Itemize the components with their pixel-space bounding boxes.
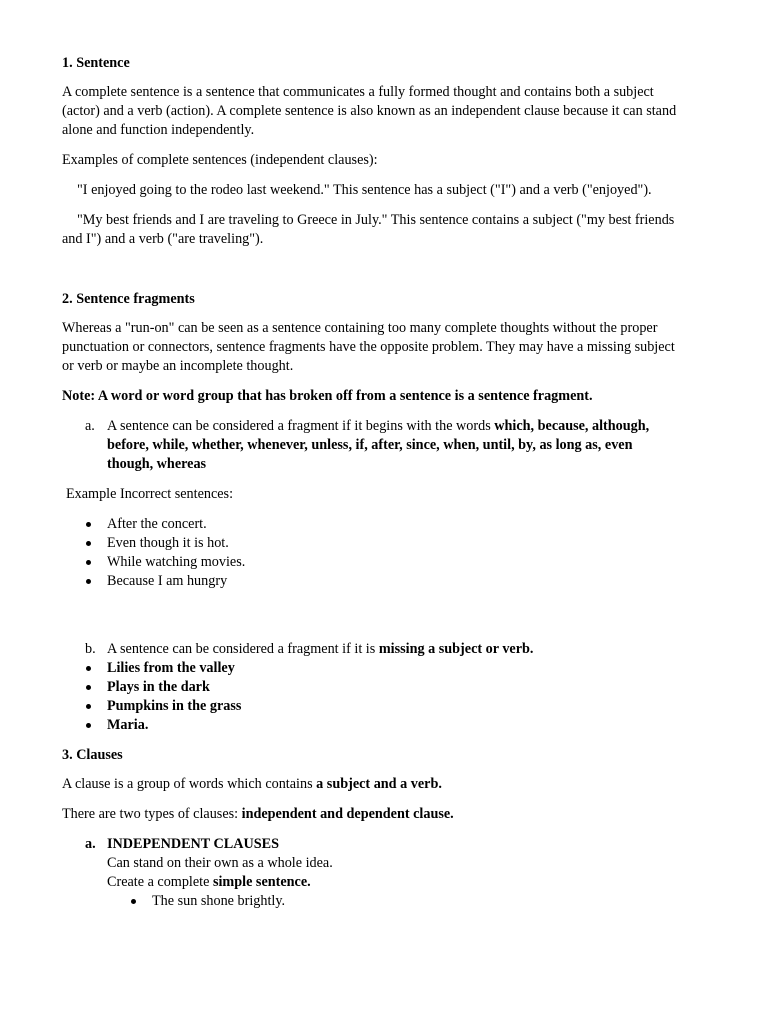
section-2-paragraph: Whereas a "run-on" can be seen as a sentence containing too many complete thoughts without the proper punctuation or connectors, sentence fragments have the opposite problem. They may have a missing subject or verb or maybe an incomplete thought. <box>62 320 675 374</box>
section-2-note: Note: A word or word group that has broken off from a sentence is a sentence fragment. <box>62 388 593 404</box>
fragment-rule-b-text: A sentence can be considered a fragment if it is <box>107 641 379 657</box>
section-3-heading: 3. Clauses <box>62 747 123 763</box>
list-marker-b: b. <box>85 641 96 657</box>
incorrect-examples-list <box>62 515 680 591</box>
list-item: Maria. <box>62 716 680 735</box>
list-marker-a: a. <box>85 418 95 434</box>
bullet-icon <box>62 572 107 591</box>
fragment-examples-list <box>62 659 680 735</box>
section-3-paragraph-2: There are two types of clauses: independent and dependent clause. <box>62 806 454 822</box>
list-item: Because I am hungry <box>62 572 680 591</box>
list-item: Pumpkins in the grass <box>62 697 680 716</box>
clause-type-a-title: INDEPENDENT CLAUSES <box>107 836 280 852</box>
section-1-heading: 1. Sentence <box>62 55 130 71</box>
section-1-example-2: "My best friends and I are traveling to Greece in July." This sentence contains a subject ("my best friends and I") and a verb ("are traveling"). <box>62 212 675 247</box>
section-1-examples-intro: Examples of complete sentences (independent clauses): <box>62 152 378 168</box>
clause-type-a-examples <box>107 892 680 911</box>
bullet-icon <box>62 697 107 716</box>
document-content <box>62 54 680 922</box>
list-marker-a: a. <box>85 836 96 852</box>
fragment-rule-b <box>62 640 680 659</box>
list-item: Even though it is hot. <box>62 534 680 553</box>
bullet-icon <box>62 515 107 534</box>
bullet-icon <box>62 659 107 678</box>
list-item: After the concert. <box>62 515 680 534</box>
section-2-heading: 2. Sentence fragments <box>62 291 195 307</box>
fragment-rule-b-bold: missing a subject or verb. <box>378 641 534 657</box>
section-1-paragraph: A complete sentence is a sentence that communicates a fully formed thought and contains both a subject (actor) and a verb (action). A complete sentence is also known as an independent clause because it can stand alone and function independently. <box>62 84 677 138</box>
bullet-icon <box>62 716 107 735</box>
fragment-rule-a-words: which, because, although, before, while, whether, whenever, unless, if, after, since, when, until, by, as long as, even though, whereas <box>107 418 650 472</box>
clause-type-a-line-1: Can stand on their own as a whole idea. <box>107 855 333 871</box>
list-item: While watching movies. <box>62 553 680 572</box>
list-item: Plays in the dark <box>62 678 680 697</box>
list-item: Lilies from the valley <box>62 659 680 678</box>
list-item: The sun shone brightly. <box>107 892 680 911</box>
incorrect-examples-label: Example Incorrect sentences: <box>66 486 234 502</box>
clause-type-a <box>62 835 680 911</box>
bullet-icon <box>62 534 107 553</box>
section-1-example-1: "I enjoyed going to the rodeo last weekend." This sentence has a subject ("I") and a verb ("enjoyed"). <box>77 182 652 198</box>
fragment-rule-a-text: A sentence can be considered a fragment if it begins with the words <box>107 418 495 434</box>
bullet-icon <box>62 678 107 697</box>
bullet-icon <box>62 553 107 572</box>
bullet-icon <box>107 892 152 911</box>
section-3-paragraph-1: A clause is a group of words which contains a subject and a verb. <box>62 776 442 792</box>
clause-type-a-line-2: Create a complete simple sentence. <box>107 874 311 890</box>
fragment-rule-a <box>62 417 680 474</box>
